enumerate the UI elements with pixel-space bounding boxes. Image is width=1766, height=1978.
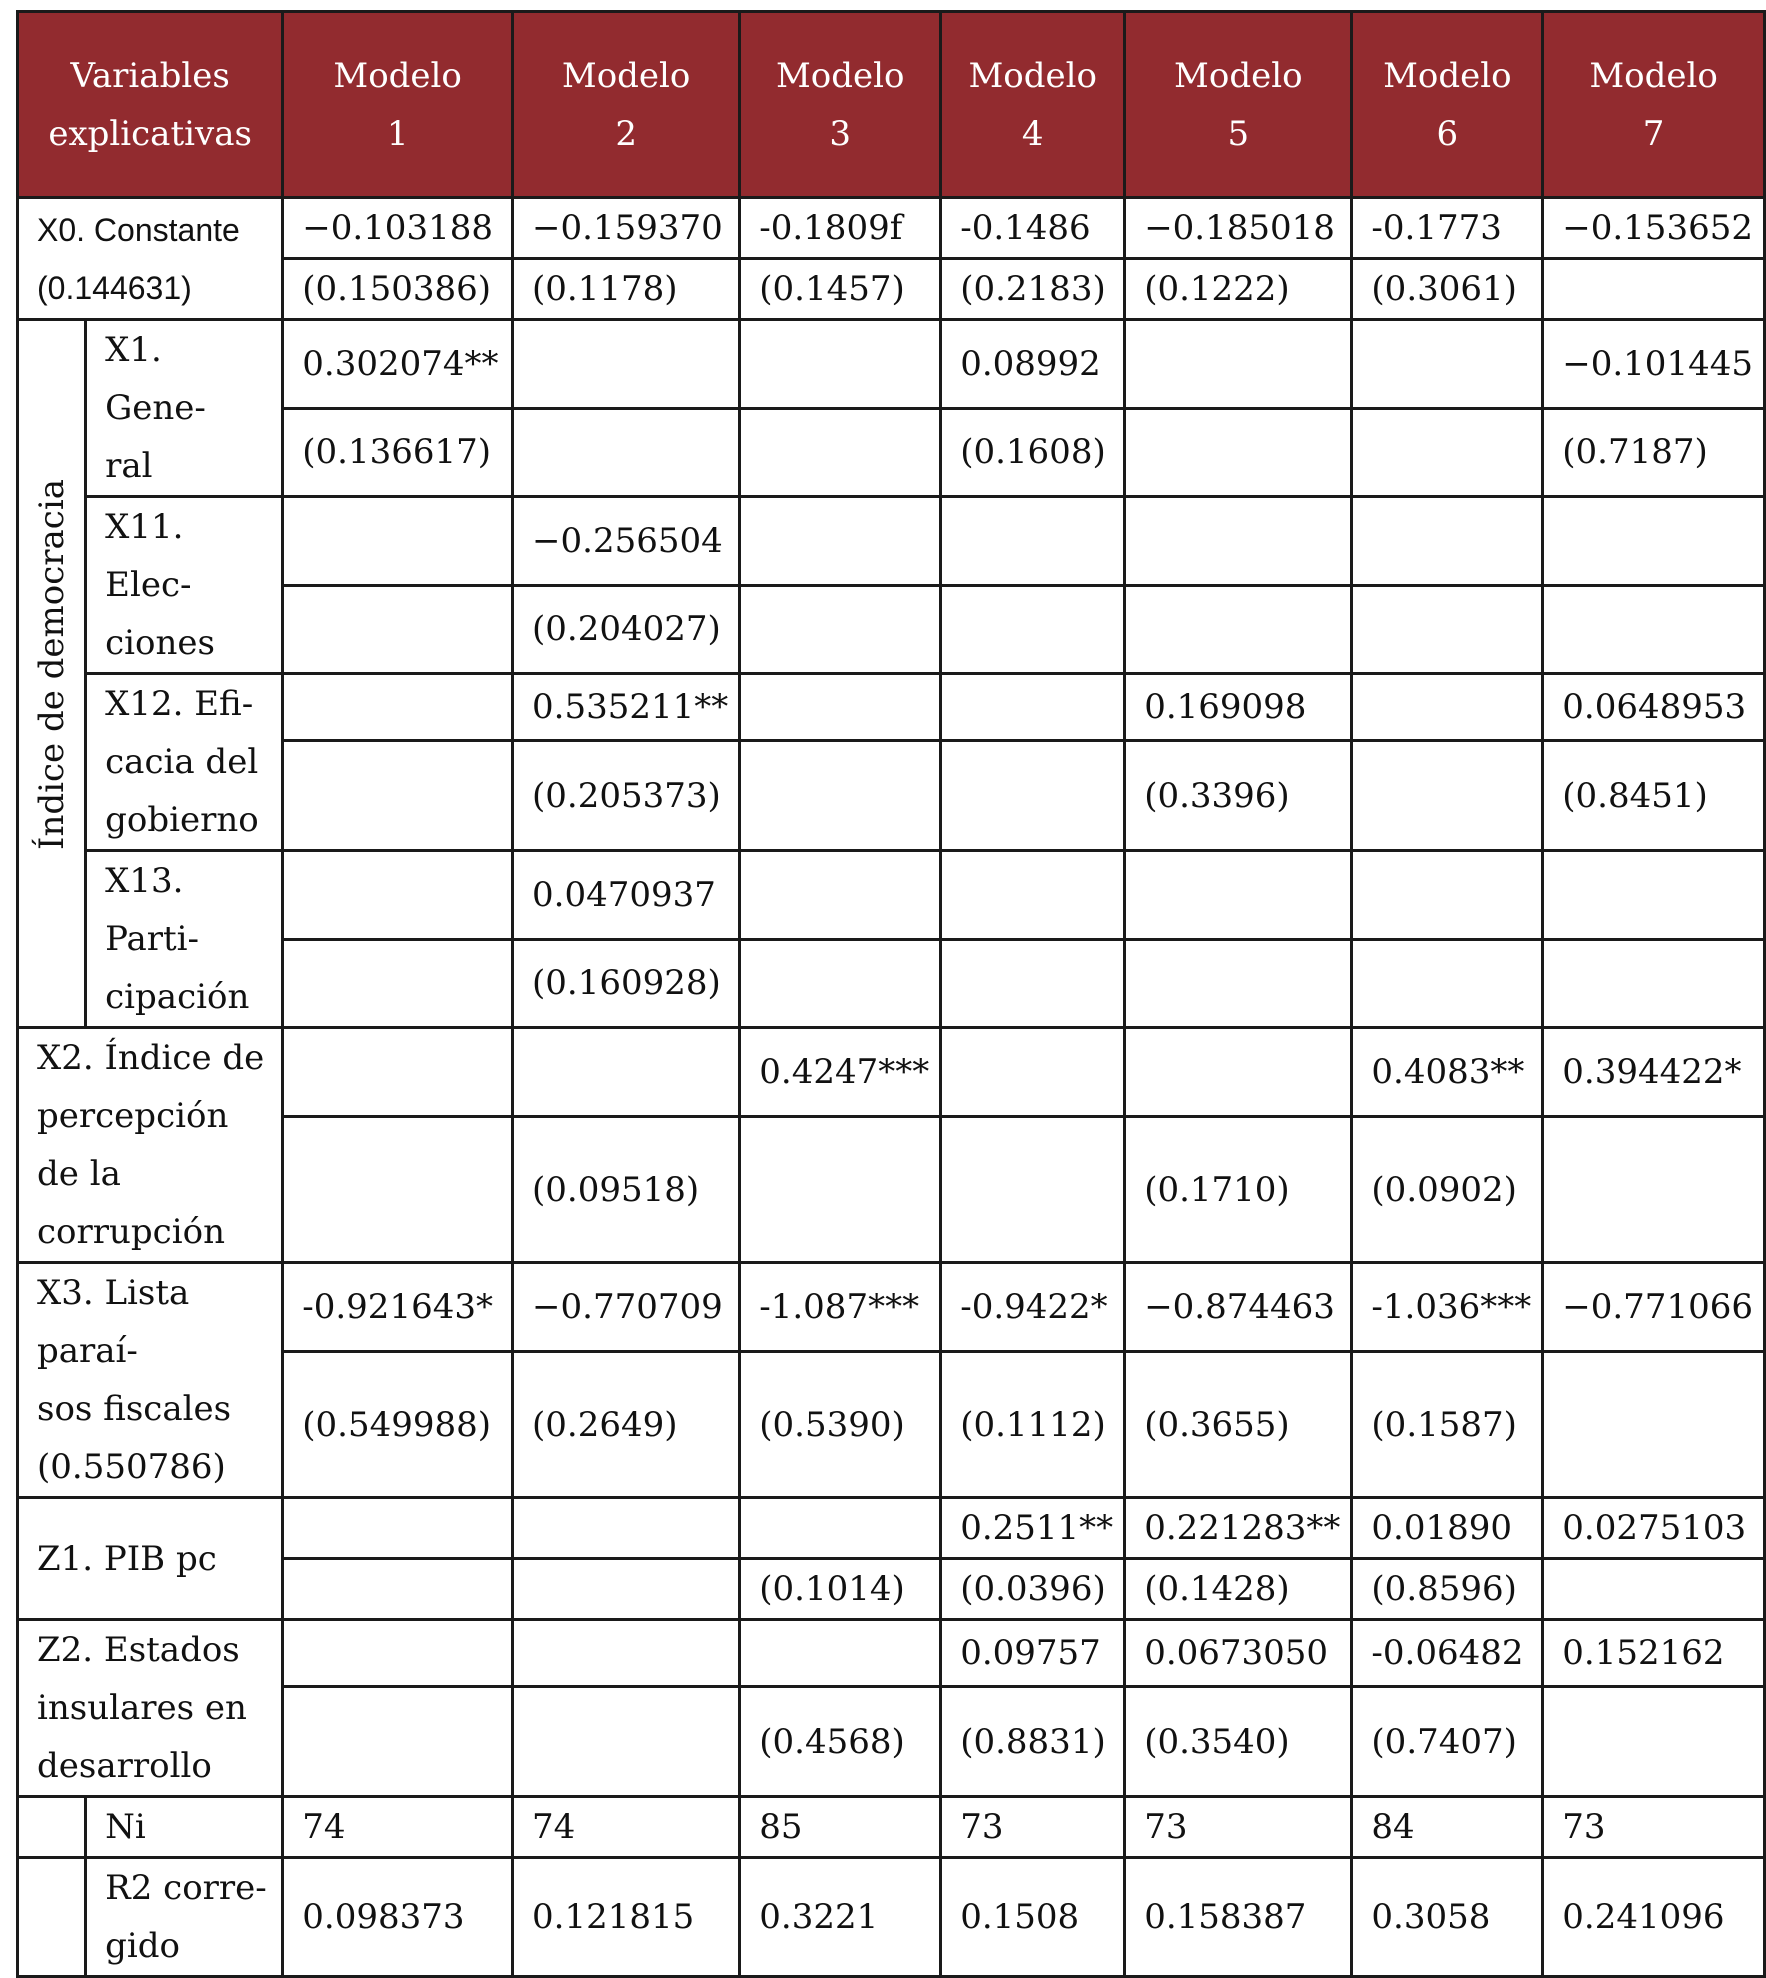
se-cell [283, 1117, 513, 1263]
coef-cell: −0.101445 [1543, 320, 1765, 409]
se-cell: (0.1222) [1125, 259, 1352, 320]
se-cell: (0.1428) [1125, 1559, 1352, 1620]
se-cell: (0.3655) [1125, 1352, 1352, 1498]
row-label-r2: R2 corre- gido [86, 1858, 283, 1977]
value-cell: 73 [1543, 1797, 1765, 1858]
se-cell [1543, 1687, 1765, 1797]
coef-cell [283, 1620, 513, 1687]
coef-cell: −0.874463 [1125, 1263, 1352, 1352]
value-cell: 0.241096 [1543, 1858, 1765, 1977]
se-cell: (0.1178) [513, 259, 740, 320]
se-cell: (0.8596) [1352, 1559, 1543, 1620]
coef-cell: 0.394422* [1543, 1028, 1765, 1117]
coef-cell [513, 1498, 740, 1559]
row-label-ni: Ni [86, 1797, 283, 1858]
coef-cell [740, 320, 941, 409]
value-cell: 0.3058 [1352, 1858, 1543, 1977]
se-cell [1543, 1559, 1765, 1620]
row-label-x3: X3. Lista paraí- sos fiscales (0.550786) [18, 1263, 283, 1498]
coef-cell: −0.185018 [1125, 198, 1352, 259]
value-cell: 0.1508 [941, 1858, 1125, 1977]
se-cell [1125, 939, 1352, 1028]
se-cell: (0.7187) [1543, 408, 1765, 497]
header-model-1: Modelo 1 [283, 12, 513, 198]
coef-cell: -0.921643* [283, 1263, 513, 1352]
row-label-x12: X12. Efi- cacia del gobierno [86, 674, 283, 851]
value-cell: 0.3221 [740, 1858, 941, 1977]
se-cell: (0.09518) [513, 1117, 740, 1263]
row-x2-coef [18, 1028, 1765, 1117]
coef-cell [283, 851, 513, 940]
se-cell: (0.1587) [1352, 1352, 1543, 1498]
se-cell [941, 1117, 1125, 1263]
coef-cell: −0.103188 [283, 198, 513, 259]
coef-cell [283, 1498, 513, 1559]
value-cell: 0.121815 [513, 1858, 740, 1977]
se-cell [513, 408, 740, 497]
header-model-2: Modelo 2 [513, 12, 740, 198]
coef-cell: −0.153652 [1543, 198, 1765, 259]
coef-cell: 0.01890 [1352, 1498, 1543, 1559]
coef-cell: 0.0470937 [513, 851, 740, 940]
se-cell [1352, 408, 1543, 497]
se-cell: (0.136617) [283, 408, 513, 497]
coef-cell: -0.1809f [740, 198, 941, 259]
coef-cell [1352, 497, 1543, 586]
coef-cell: 0.4247*** [740, 1028, 941, 1117]
se-cell: (0.549988) [283, 1352, 513, 1498]
se-cell: (0.3396) [1125, 741, 1352, 851]
se-cell [1352, 939, 1543, 1028]
coef-cell: 0.4083** [1352, 1028, 1543, 1117]
row-x11-coef [18, 497, 1765, 586]
coef-cell: 0.0673050 [1125, 1620, 1352, 1687]
header-variables: Variables explicativas [18, 12, 283, 198]
coef-cell: -0.1486 [941, 198, 1125, 259]
coef-cell: -1.036*** [1352, 1263, 1543, 1352]
coef-cell [513, 1620, 740, 1687]
row-x1-coef [18, 320, 1765, 409]
se-cell [283, 741, 513, 851]
se-cell: (0.1112) [941, 1352, 1125, 1498]
se-cell [740, 1117, 941, 1263]
coef-cell: -0.9422* [941, 1263, 1125, 1352]
row-label-z2: Z2. Estados insulares en desarrollo [18, 1620, 283, 1797]
row-x13-coef [18, 851, 1765, 940]
se-cell: (0.1608) [941, 408, 1125, 497]
value-cell: 74 [283, 1797, 513, 1858]
value-cell: 73 [1125, 1797, 1352, 1858]
se-cell [1352, 741, 1543, 851]
se-cell: (0.8831) [941, 1687, 1125, 1797]
coef-cell: -0.06482 [1352, 1620, 1543, 1687]
coef-cell [1352, 674, 1543, 741]
se-cell: (0.150386) [283, 259, 513, 320]
coef-cell [740, 851, 941, 940]
coef-cell: 0.302074** [283, 320, 513, 409]
header-model-4: Modelo 4 [941, 12, 1125, 198]
row-label-z1: Z1. PIB pc [18, 1498, 283, 1620]
coef-cell: −0.256504 [513, 497, 740, 586]
se-cell [1352, 585, 1543, 674]
se-cell [1543, 259, 1765, 320]
coef-cell [740, 674, 941, 741]
se-cell: (0.8451) [1543, 741, 1765, 851]
coef-cell [1125, 851, 1352, 940]
coef-cell [513, 1028, 740, 1117]
coef-cell [1543, 497, 1765, 586]
se-cell [740, 408, 941, 497]
coef-cell: −0.159370 [513, 198, 740, 259]
regression-table [16, 10, 1766, 1978]
row-label-x13: X13. Parti- cipación [86, 851, 283, 1028]
coef-cell: -1.087*** [740, 1263, 941, 1352]
coef-cell: 0.535211** [513, 674, 740, 741]
row-label-x11: X11. Elec- ciones [86, 497, 283, 674]
se-cell [1125, 585, 1352, 674]
coef-cell: 0.169098 [1125, 674, 1352, 741]
se-cell [513, 1559, 740, 1620]
value-cell: 74 [513, 1797, 740, 1858]
se-cell [740, 585, 941, 674]
row-ni-blank [18, 1797, 86, 1858]
coef-cell [740, 1498, 941, 1559]
value-cell: 0.098373 [283, 1858, 513, 1977]
coef-cell [513, 320, 740, 409]
coef-cell [1125, 497, 1352, 586]
se-cell [941, 741, 1125, 851]
header-row [18, 12, 1765, 198]
se-cell [283, 939, 513, 1028]
se-cell: (0.205373) [513, 741, 740, 851]
coef-cell: −0.770709 [513, 1263, 740, 1352]
header-model-5: Modelo 5 [1125, 12, 1352, 198]
coef-cell [1352, 851, 1543, 940]
se-cell: (0.160928) [513, 939, 740, 1028]
se-cell: (0.2183) [941, 259, 1125, 320]
coef-cell [941, 497, 1125, 586]
se-cell [740, 741, 941, 851]
se-cell [1543, 939, 1765, 1028]
se-cell [941, 939, 1125, 1028]
coef-cell: 0.221283** [1125, 1498, 1352, 1559]
coef-cell [283, 1028, 513, 1117]
se-cell: (0.2649) [513, 1352, 740, 1498]
row-x0-coef [18, 198, 1765, 259]
value-cell: 73 [941, 1797, 1125, 1858]
row-x12-coef [18, 674, 1765, 741]
se-cell: (0.1457) [740, 259, 941, 320]
coef-cell [941, 1028, 1125, 1117]
se-cell [740, 939, 941, 1028]
se-cell [513, 1687, 740, 1797]
row-r2 [18, 1858, 1765, 1977]
se-cell: (0.1014) [740, 1559, 941, 1620]
coef-cell [941, 674, 1125, 741]
coef-cell [1352, 320, 1543, 409]
coef-cell: 0.0648953 [1543, 674, 1765, 741]
coef-cell: −0.771066 [1543, 1263, 1765, 1352]
se-cell [1543, 1117, 1765, 1263]
value-cell: 0.158387 [1125, 1858, 1352, 1977]
value-cell: 84 [1352, 1797, 1543, 1858]
se-cell: (0.4568) [740, 1687, 941, 1797]
coef-cell [740, 1620, 941, 1687]
coef-cell: 0.09757 [941, 1620, 1125, 1687]
row-label-x0: X0. Constante (0.144631) [18, 198, 283, 320]
row-label-x1: X1. Gene- ral [86, 320, 283, 497]
coef-cell [1543, 851, 1765, 940]
coef-cell: -0.1773 [1352, 198, 1543, 259]
se-cell: (0.3061) [1352, 259, 1543, 320]
row-label-x2: X2. Índice de percepción de la corrupción [18, 1028, 283, 1263]
se-cell [1125, 408, 1352, 497]
se-cell: (0.204027) [513, 585, 740, 674]
coef-cell: 0.2511** [941, 1498, 1125, 1559]
row-z1-coef [18, 1498, 1765, 1559]
coef-cell: 0.0275103 [1543, 1498, 1765, 1559]
coef-cell [1125, 1028, 1352, 1117]
coef-cell [283, 674, 513, 741]
header-model-3: Modelo 3 [740, 12, 941, 198]
se-cell: (0.1710) [1125, 1117, 1352, 1263]
row-r2-blank [18, 1858, 86, 1977]
se-cell: (0.0396) [941, 1559, 1125, 1620]
se-cell: (0.3540) [1125, 1687, 1352, 1797]
coef-cell: 0.152162 [1543, 1620, 1765, 1687]
se-cell [283, 1559, 513, 1620]
democracy-group-label: Índice de democracia [18, 320, 86, 1028]
se-cell: (0.0902) [1352, 1117, 1543, 1263]
se-cell: (0.7407) [1352, 1687, 1543, 1797]
coef-cell [941, 851, 1125, 940]
header-model-7: Modelo 7 [1543, 12, 1765, 198]
coef-cell [283, 497, 513, 586]
se-cell [283, 1687, 513, 1797]
se-cell: (0.5390) [740, 1352, 941, 1498]
value-cell: 85 [740, 1797, 941, 1858]
se-cell [283, 585, 513, 674]
row-ni [18, 1797, 1765, 1858]
row-x3-coef [18, 1263, 1765, 1352]
coef-cell [740, 497, 941, 586]
se-cell [1543, 1352, 1765, 1498]
coef-cell [1125, 320, 1352, 409]
se-cell [941, 585, 1125, 674]
row-z2-coef [18, 1620, 1765, 1687]
se-cell [1543, 585, 1765, 674]
coef-cell: 0.08992 [941, 320, 1125, 409]
header-model-6: Modelo 6 [1352, 12, 1543, 198]
